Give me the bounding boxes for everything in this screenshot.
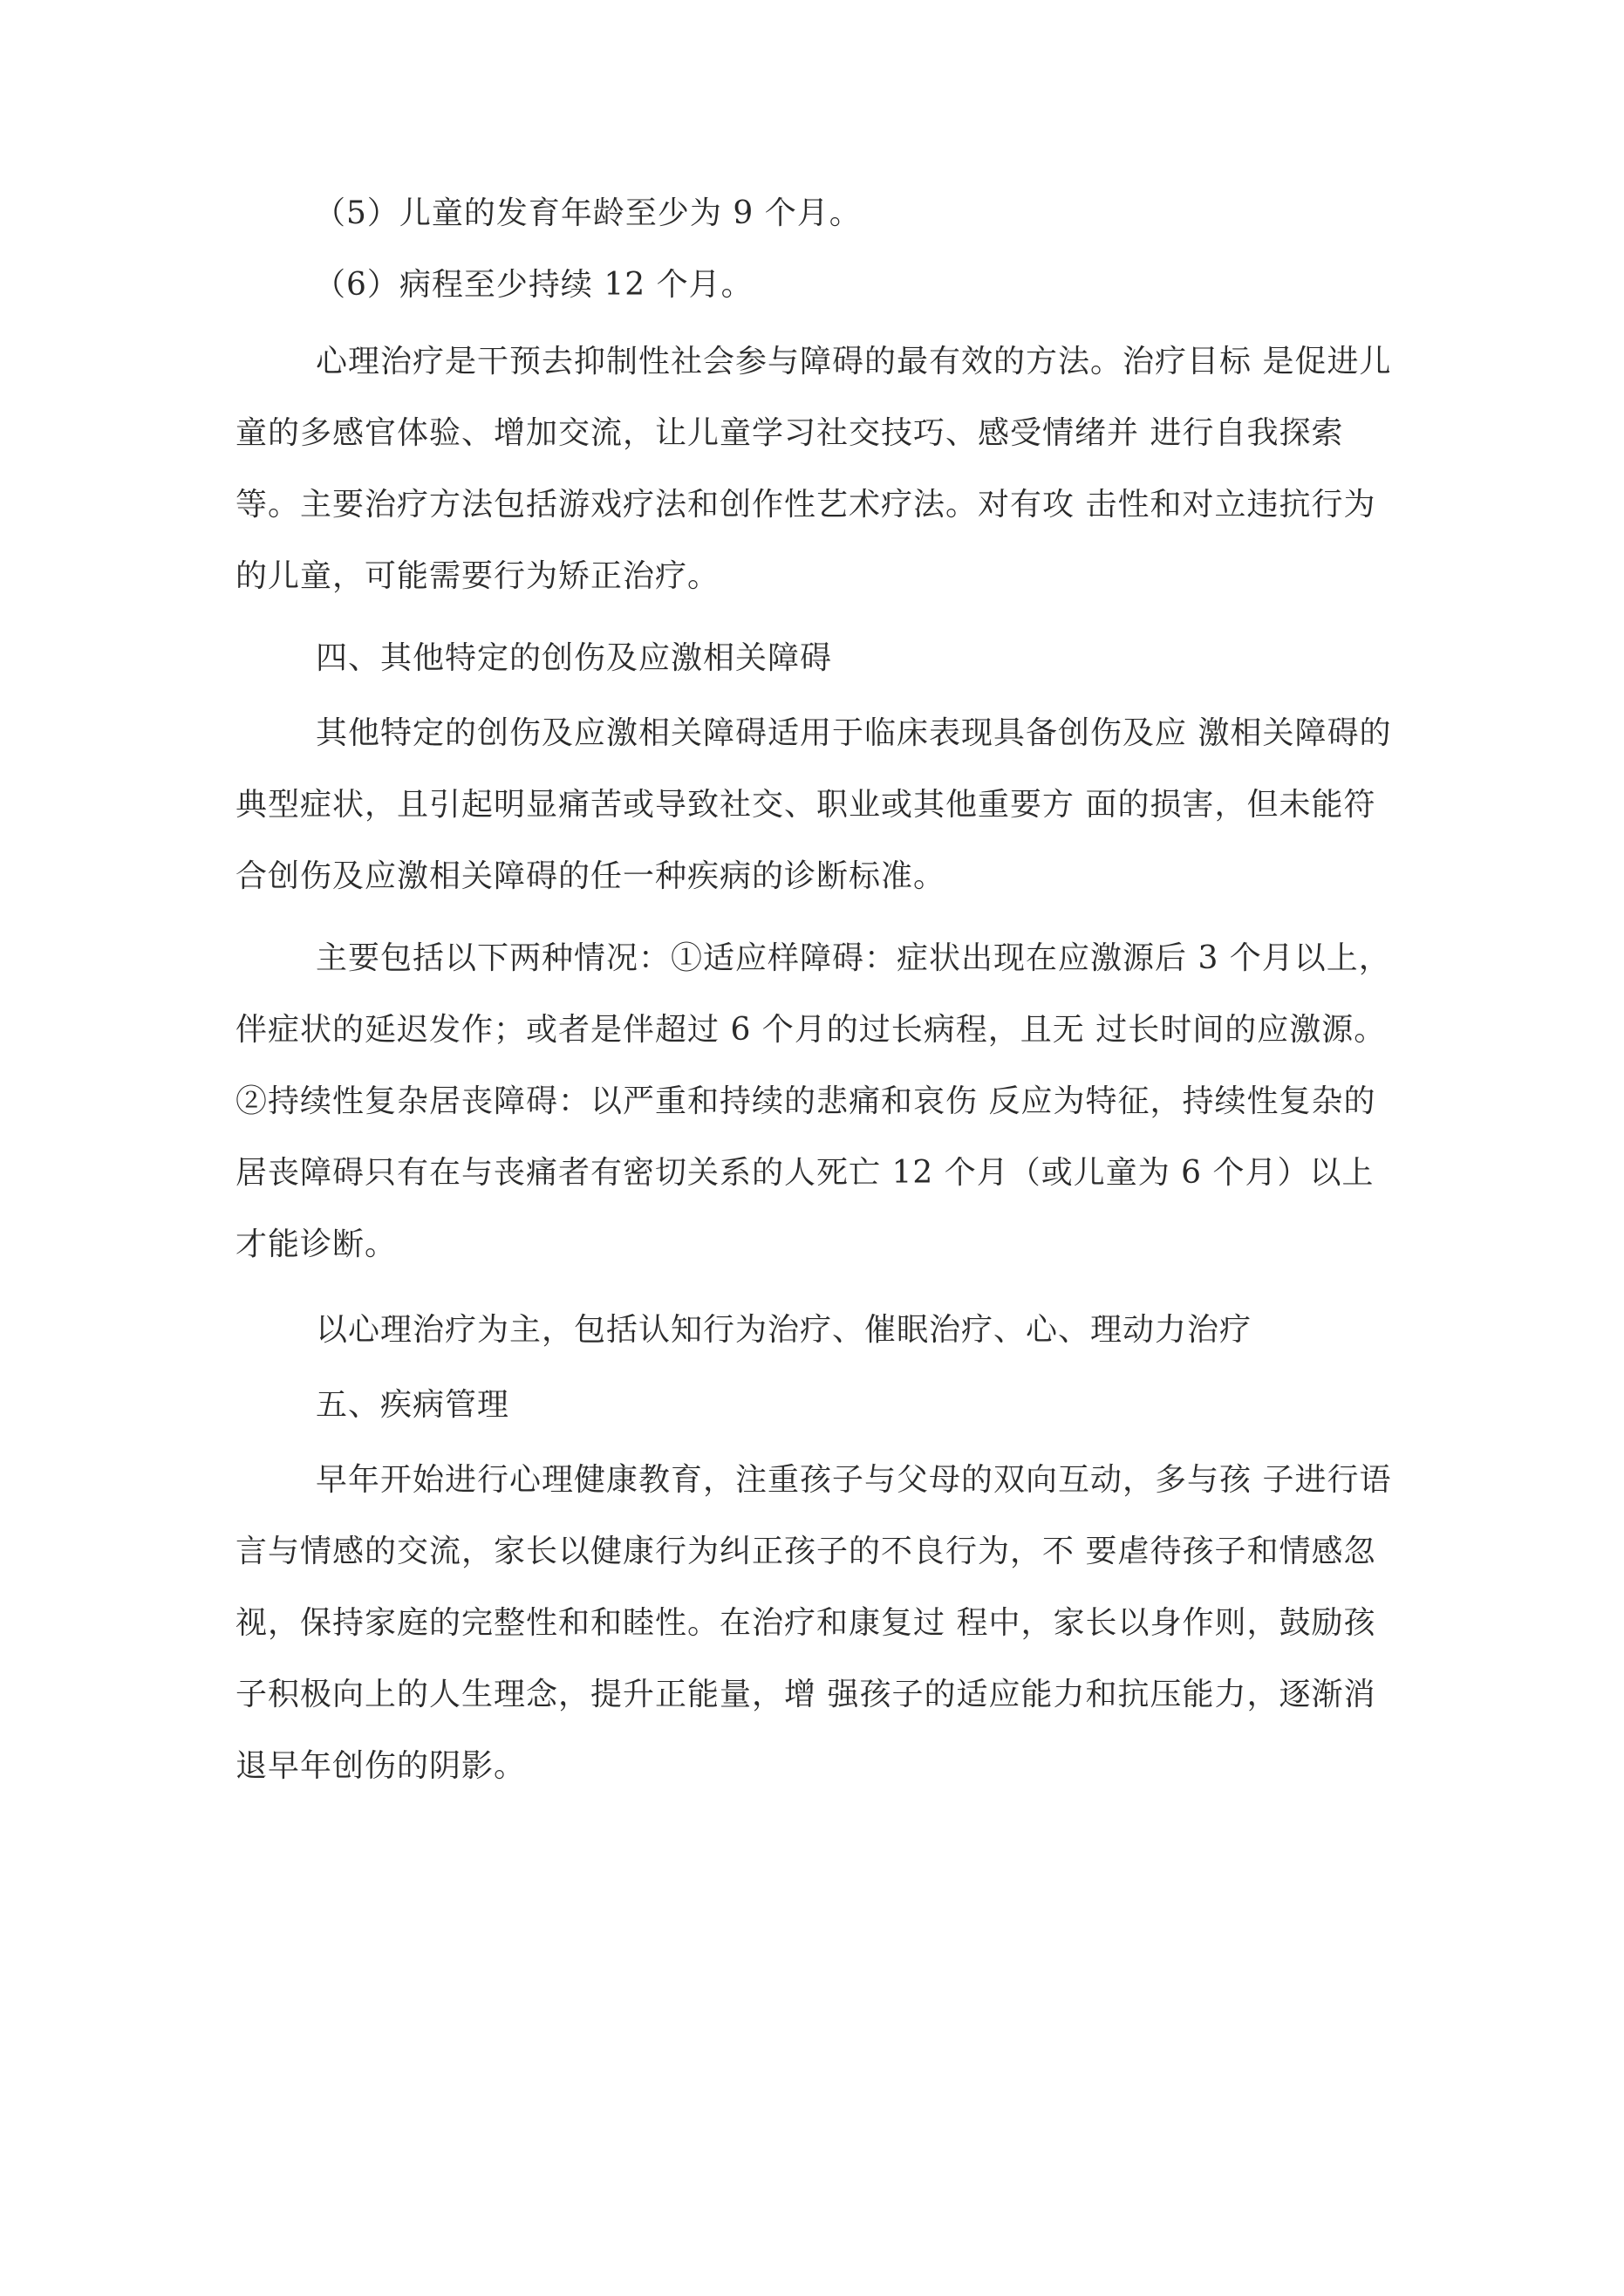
paragraph-disease-management: 早年开始进行心理健康教育，注重孩子与父母的双向互动，多与孩 子进行语言与情感的交流，家长以健康行为纠正孩子的不良行为，不 要虐待孩子和情感忽视，保持家庭的完整性和和睦性。在治疗和康复过 程中，家长以身作则，鼓励孩子积极向上的人生理念，提升正能量，增 强孩子的适应能力和抗压能力，逐渐消退早年创伤的阴影。 bbox=[235, 1462, 1392, 1784]
paragraph-criterion-6: （6）病程至少持续 12 个月。 bbox=[314, 267, 754, 303]
section-heading-4: 四、其他特定的创伤及应激相关障碍 bbox=[316, 640, 833, 676]
paragraph-two-situations: 主要包括以下两种情况：①适应样障碍：症状出现在应激源后 3 个月以上，伴症状的延迟发作；或者是伴超过 6 个月的过长病程，且无 过长时间的应激源。②持续性复杂居丧障碍：以严重和持续的悲痛和哀伤 反应为特征，持续性复杂的居丧障碍只有在与丧痛者有密切关系的人死亡 12 个月（或儿童为 6 个月）以上才能诊断。 bbox=[235, 940, 1391, 1262]
paragraph-other-disorders: 其他特定的创伤及应激相关障碍适用于临床表现具备创伤及应 激相关障碍的典型症状，且引起明显痛苦或导致社交、职业或其他重要方 面的损害，但未能符合创伤及应激相关障碍的任一种疾病的诊断标准。 bbox=[235, 715, 1392, 894]
paragraph-psychotherapy: 心理治疗是干预去抑制性社会参与障碍的最有效的方法。治疗目标 是促进儿童的多感官体验、增加交流，让儿童学习社交技巧、感受情绪并 进行自我探索等。主要治疗方法包括游戏疗法和创作性艺术疗法。对有攻 击性和对立违抗行为的儿童，可能需要行为矫正治疗。 bbox=[235, 344, 1392, 594]
paragraph-criterion-5: （5）儿童的发育年龄至少为 9 个月。 bbox=[314, 195, 862, 231]
paragraph-treatment: 以心理治疗为主，包括认知行为治疗、催眠治疗、心、理动力治疗 bbox=[316, 1312, 1252, 1348]
section-heading-5: 五、疾病管理 bbox=[316, 1387, 510, 1423]
